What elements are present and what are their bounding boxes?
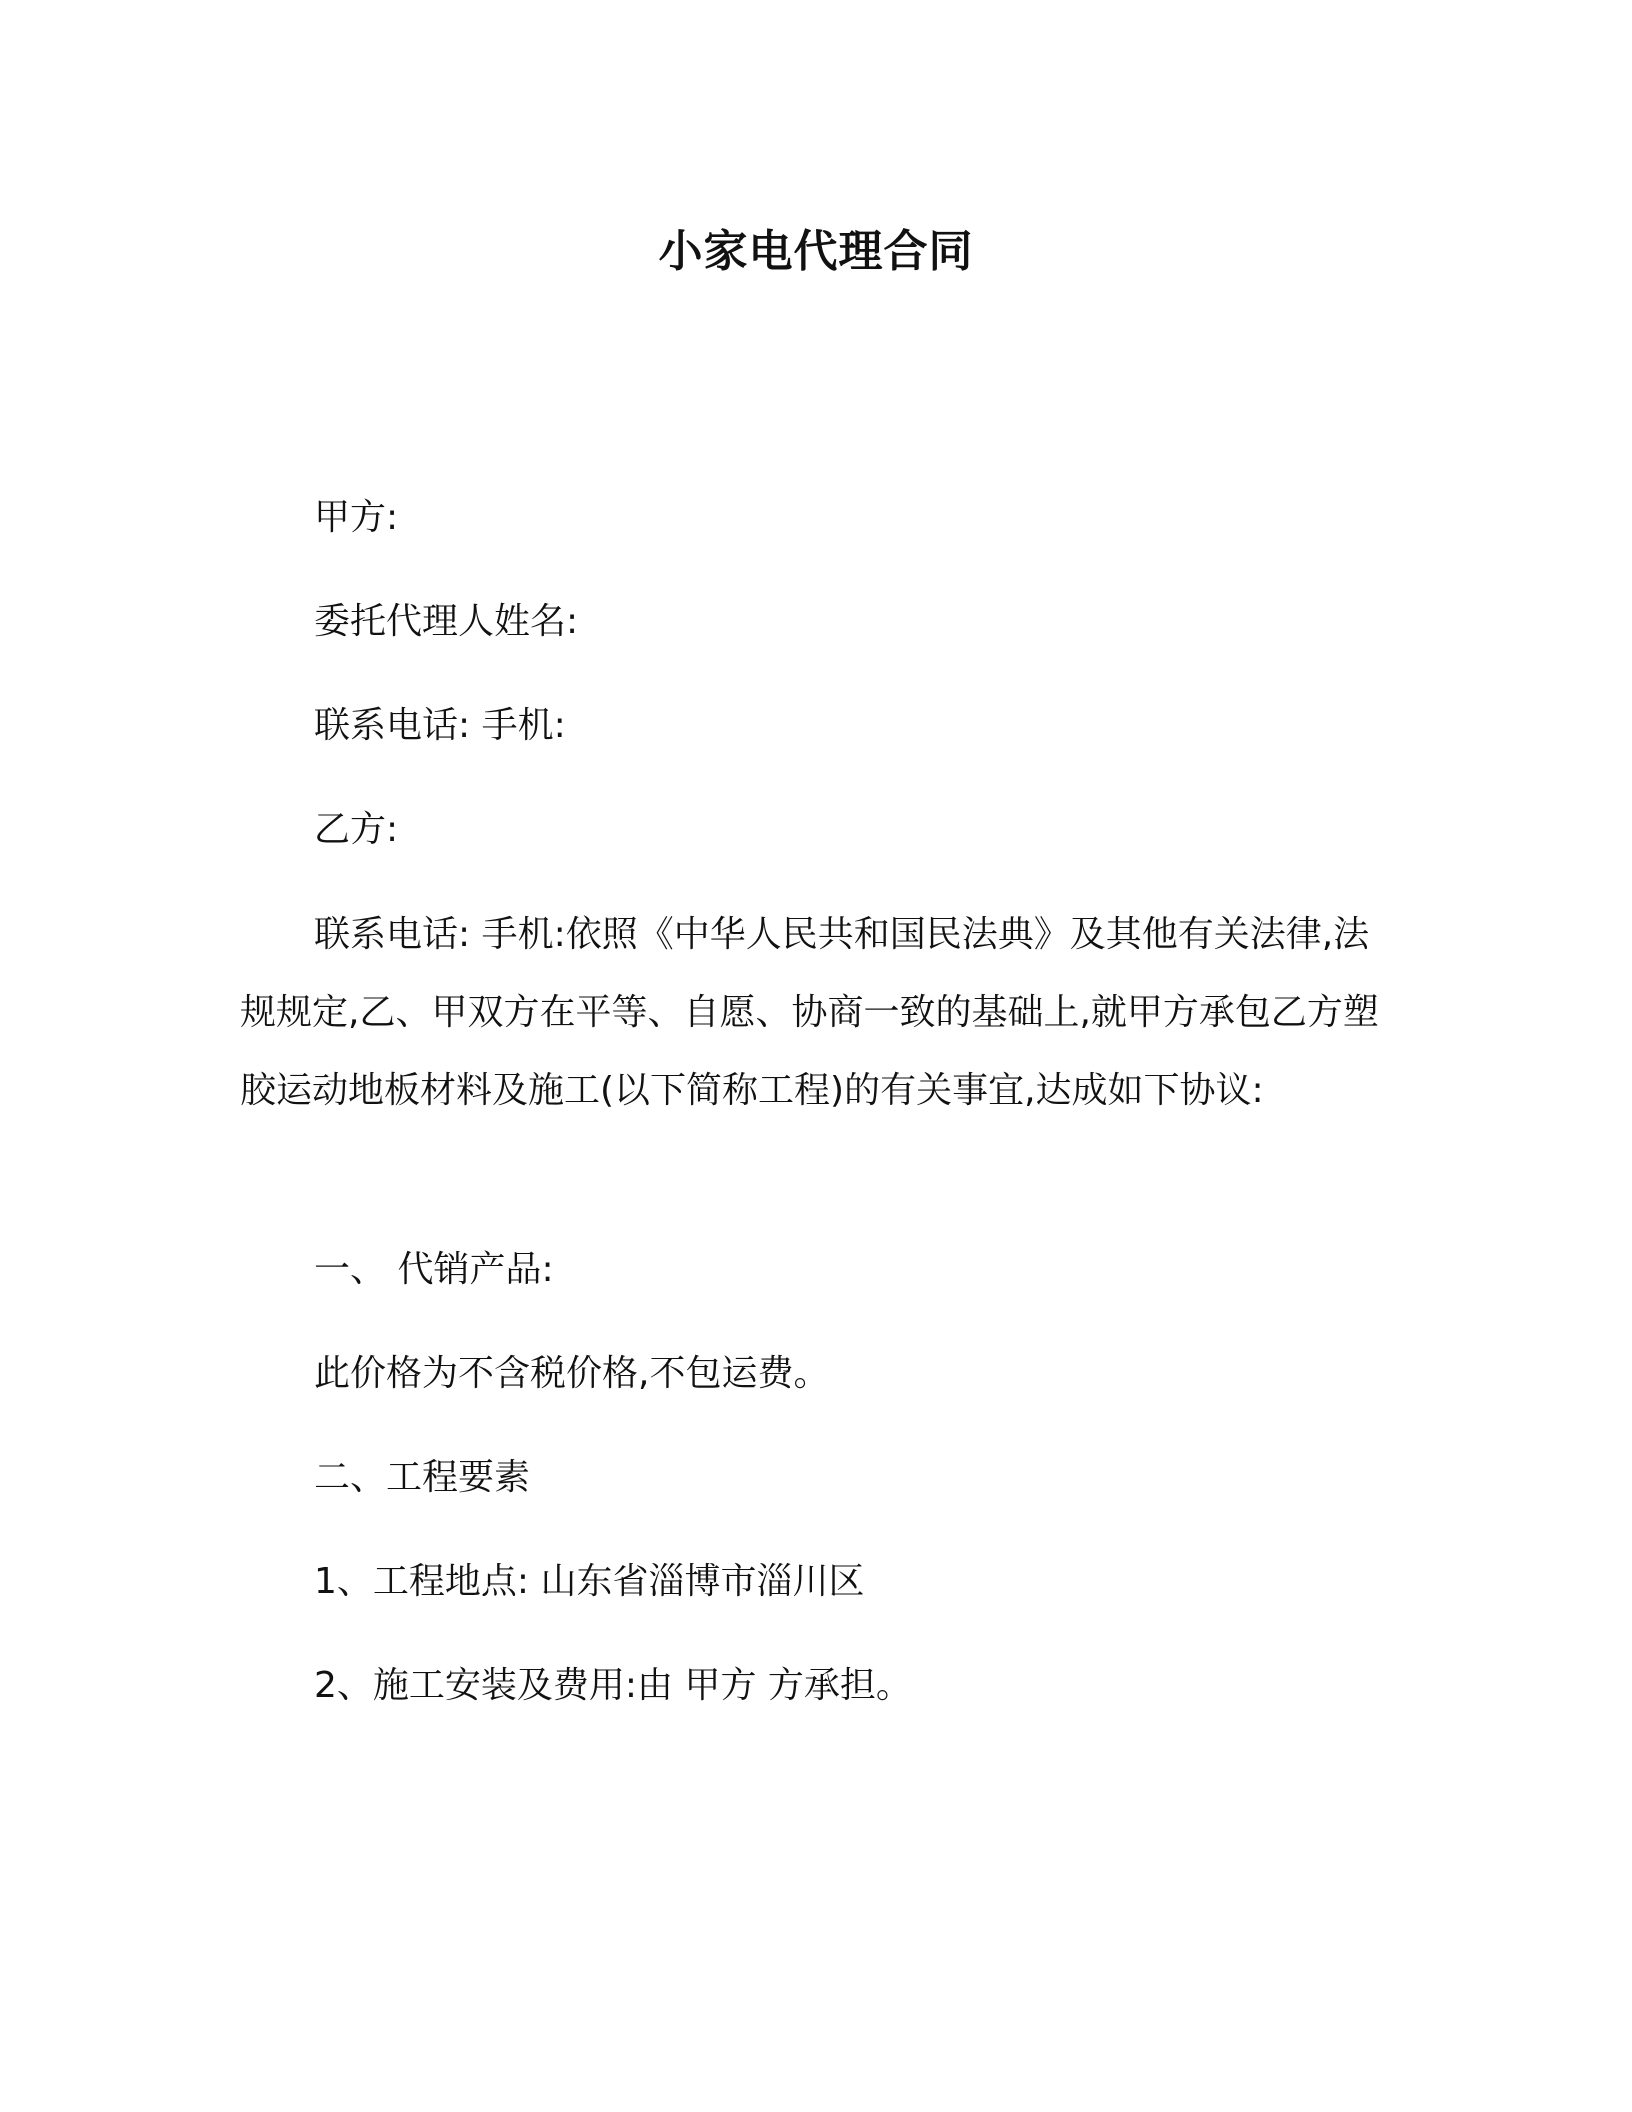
- document-title: 小家电代理合同: [658, 226, 974, 277]
- item-1-line: 1、工程地点: 山东省淄博市淄川区: [314, 1561, 865, 1602]
- party-b-line: 乙方:: [314, 809, 399, 850]
- intro-paragraph: 联系电话: 手机:依照《中华人民共和国民法典》及其他有关法律,法规规定,乙、甲双方在平等、自愿、协商一致的基础上,就甲方承包乙方塑胶运动地板材料及施工(以下简称工程)的有关事宜,达成如下协议:: [240, 914, 1379, 1111]
- section-1-heading: 一、 代销产品:: [314, 1249, 554, 1290]
- party-a-line: 甲方:: [314, 497, 399, 538]
- contact-a-line: 联系电话: 手机:: [314, 705, 566, 746]
- agent-name-line: 委托代理人姓名:: [314, 601, 579, 642]
- price-note-line: 此价格为不含税价格,不包运费。: [314, 1353, 830, 1394]
- item-2-line: 2、施工安装及费用:由 甲方 方承担。: [314, 1665, 912, 1706]
- section-2-heading: 二、工程要素: [314, 1457, 531, 1498]
